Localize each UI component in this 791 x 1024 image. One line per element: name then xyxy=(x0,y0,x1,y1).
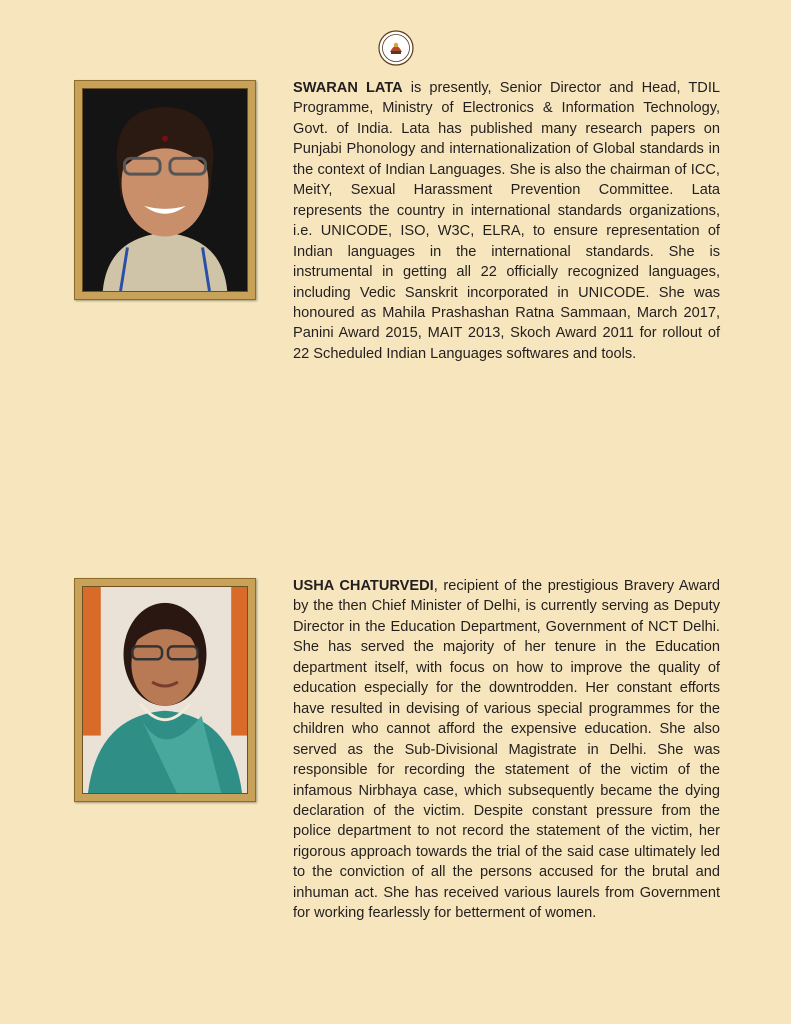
portrait-photo xyxy=(82,88,248,292)
profile-bio-text: is presently, Senior Director and Head, TDIL Programme, Ministry of Electronics & Information Technology, Govt. of India. Lata has published many research papers on Punjabi Phonology and internationalization of Global standards in the context of Indian Languages. She is also the chairman of ICC, MeitY, Sexual Harassment Prevention Committee. Lata represents the country in international standards organizations, i.e. UNICODE, ISO, W3C, ELRA, to ensure representation of Indian languages in the international standards. She is instrumental in getting all 22 officially recognized languages, including Vedic Sanskrit incorporated in UNICODE. She was honoured as Mahila Prashashan Ratna Sammaan, March 2017, Panini Award 2015, MAIT 2013, Skoch Award 2011 for rollout of 22 Scheduled Indian Languages softwares and tools. xyxy=(293,80,721,362)
profile-name: USHA CHATURVEDI xyxy=(293,578,434,594)
profile-bio xyxy=(293,78,720,364)
portrait-photo xyxy=(82,586,248,794)
profile-name: SWARAN LATA xyxy=(293,80,403,96)
profile-bio-text: , recipient of the prestigious Bravery Award by the then Chief Minister of Delhi, is currently serving as Deputy Director in the Education Department, Government of NCT Delhi. She has served the majority of her tenure in the Education department itself, with focus on how to improve the quality of education especially for the downtrodden. Her constant efforts have resulted in devising of various special programmes for the children who cannot afford the expensive education. She also served as the Sub-Divisional Magistrate in Delhi. She was responsible for recording the statement of the victim of the infamous Nirbhaya case, which subsequently became the dying declaration of the victim. Despite constant pressure from the police department to not record the statement of the victim, her rigorous approach towards the trial of the said case ultimately led to the conviction of all the persons accused for the brutal and inhuman act. She has received various laurels from Government for working fearlessly for betterment of women. xyxy=(293,578,720,922)
profile-bio xyxy=(293,576,720,924)
profile-photo-frame xyxy=(74,578,256,802)
profile-photo-frame xyxy=(74,80,256,300)
emblem-seal-icon xyxy=(378,30,414,66)
